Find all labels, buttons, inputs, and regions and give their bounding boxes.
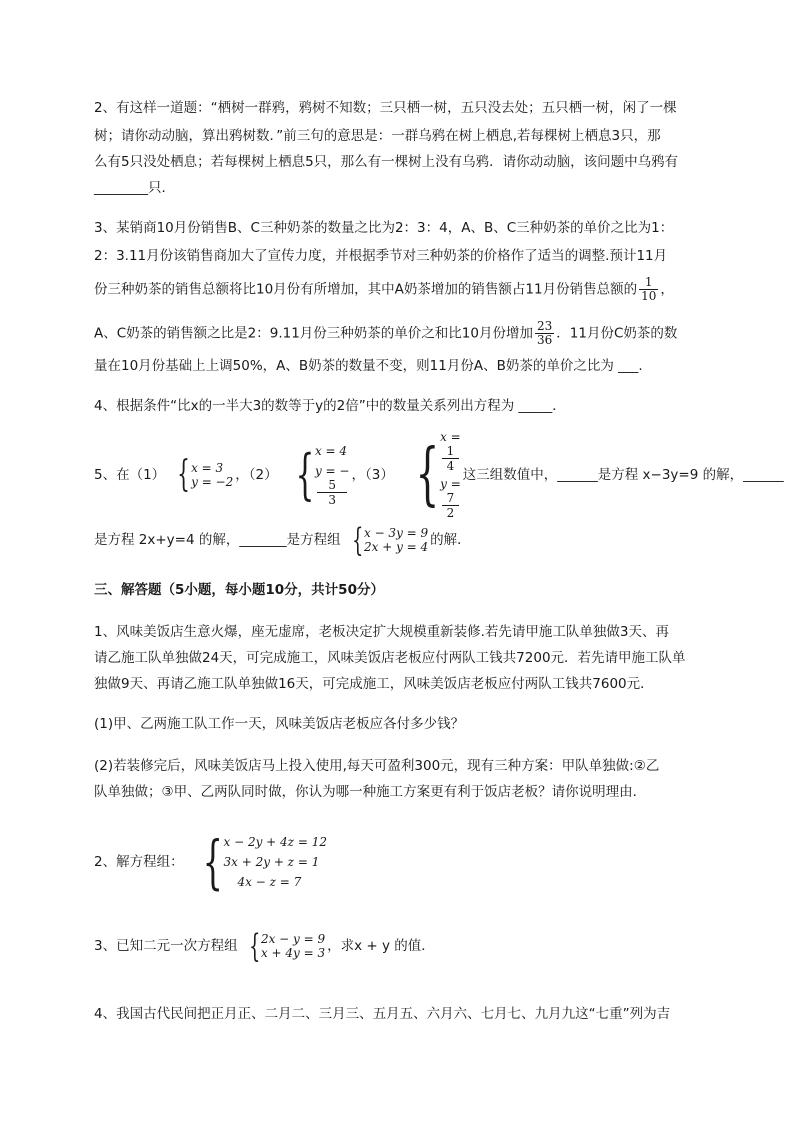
q3-line-4: A、C奶茶的销售额之比是2：9.11月份三种奶茶的单价之和比10月份增加 $\frac{23}{36}$ ．11月份C奶茶的数 — [94, 319, 678, 347]
q5-line-1-text: 这三组数值中，______是方程 x−3y=9 的解，______ — [462, 467, 784, 483]
p3-line: 3、已知二元一次方程组 { 2x − y = 9 x + 4y = 3 ，求x + y 的值． — [94, 927, 435, 965]
q3-line-3-text: 份三种奶茶的销售总额将比10月份有所增加，其中A奶茶增加的销售额占11月份销售总额的 — [94, 281, 638, 298]
p2-line: 2、解方程组： { x − 2y + 4z = 12 3x + 2y + z = 1 4x − z = 7 — [94, 828, 327, 896]
fraction-23-36: $\frac{23}{36}$ — [537, 319, 553, 347]
equation-system-4: { x − 3y = 9 2x + y = 4 — [351, 521, 429, 559]
equation-system-5: { x − 2y + 4z = 12 3x + 2y + z = 1 4x − z = 7 — [202, 828, 327, 896]
q2-line-3: 么有5只没处栖息；若每棵树上栖息5只，那么有一棵树上没有乌鸦．请你动动脑，该问题中乌鸦有 — [94, 154, 679, 170]
q3-line-2: 2：3.11月份该销售商加大了宣传力度，并根据季节对三种奶茶的价格作了适当的调整.预计11月 — [94, 248, 668, 264]
p4-line-1: 4、我国古代民间把正月正、二月二、三月三、五月五、六月六、七月七、九月九这“七重”列为吉 — [94, 1006, 671, 1022]
q5-line-2: 是方程 2x+y=4 的解，_______是方程组 { x − 3y = 9 2x + y = 4 的解． — [94, 521, 471, 559]
q2-line-1: 2、有这样一道题：“栖树一群鸦，鸦树不知数；三只栖一树，五只没去处；五只栖一树，闲了一棵 — [94, 100, 677, 116]
q3-line-4-text: A、C奶茶的销售额之比是2：9.11月份三种奶茶的单价之和比10月份增加 — [94, 325, 533, 342]
p1-sub-1: (1)甲、乙两施工队工作一天，风味美饭店老板应各付多少钱？ — [94, 716, 465, 732]
q3-line-3: 份三种奶茶的销售总额将比10月份有所增加，其中A奶茶增加的销售额占11月份销售总额的 $\frac{1}{10}$ ， — [94, 275, 674, 303]
q3-line-5: 量在10月份基础上上调50%，A、B奶茶的数量不变，则11月份A、B奶茶的单价之比为 ___. — [94, 358, 643, 374]
p1-line-1: 1、风味美饭店生意火爆，座无虚席，老板决定扩大规模重新装修.若先请甲施工队单独做3天、再 — [94, 624, 669, 640]
equation-system-6: { 2x − y = 9 x + 4y = 3 — [248, 927, 326, 965]
p1-line-3: 独做9天、再请乙施工队单独做16天，可完成施工，风味美饭店老板应付两队工钱共7600元． — [94, 676, 654, 692]
q5-line-1: 5、在（1） { x = 3 y = −2 ，（2） { x = 4 y = − 5 3 ，（3） { x = 1 4 y = 7 2 这三组数值中，______是方程 x−3y=9 的解，______ — [94, 430, 784, 520]
equation-system-1: { x = 3 y = −2 — [177, 454, 234, 495]
fraction-1-10: $\frac{1}{10}$ — [641, 275, 657, 303]
p1-sub-2b: 队单独做；③甲、乙两队同时做，你认为哪一种施工方案更有利于饭店老板？请你说明理由． — [94, 784, 647, 800]
section-heading: 三、解答题（5小题，每小题10分，共计50分） — [94, 582, 384, 598]
equation-system-2: { x = 4 y = − 5 3 — [295, 443, 350, 507]
q2-line-4: ________只． — [94, 180, 175, 196]
q2-line-2: 树；请你动动脑，算出鸦树数．”前三句的意思是：一群乌鸦在树上栖息,若每棵树上栖息3只，那 — [94, 128, 661, 144]
equation-system-3: { x = 1 4 y = 7 2 — [415, 430, 461, 520]
p1-line-2: 请乙施工队单独做24天，可完成施工，风味美饭店老板应付两队工钱共7200元．若先请甲施工队单 — [94, 650, 686, 666]
q4-line-1: 4、根据条件“比x的一半大3的数等于y的2倍”中的数量关系列出方程为 _____． — [94, 398, 566, 414]
q3-line-1: 3、某销商10月份销售B、C三种奶茶的数量之比为2：3：4，A、B、C三种奶茶的单价之比为1： — [94, 220, 674, 236]
p1-sub-2a: (2)若装修完后，风味美饭店马上投入使用,每天可盈利300元，现有三种方案：甲队单独做:②乙 — [94, 758, 660, 774]
